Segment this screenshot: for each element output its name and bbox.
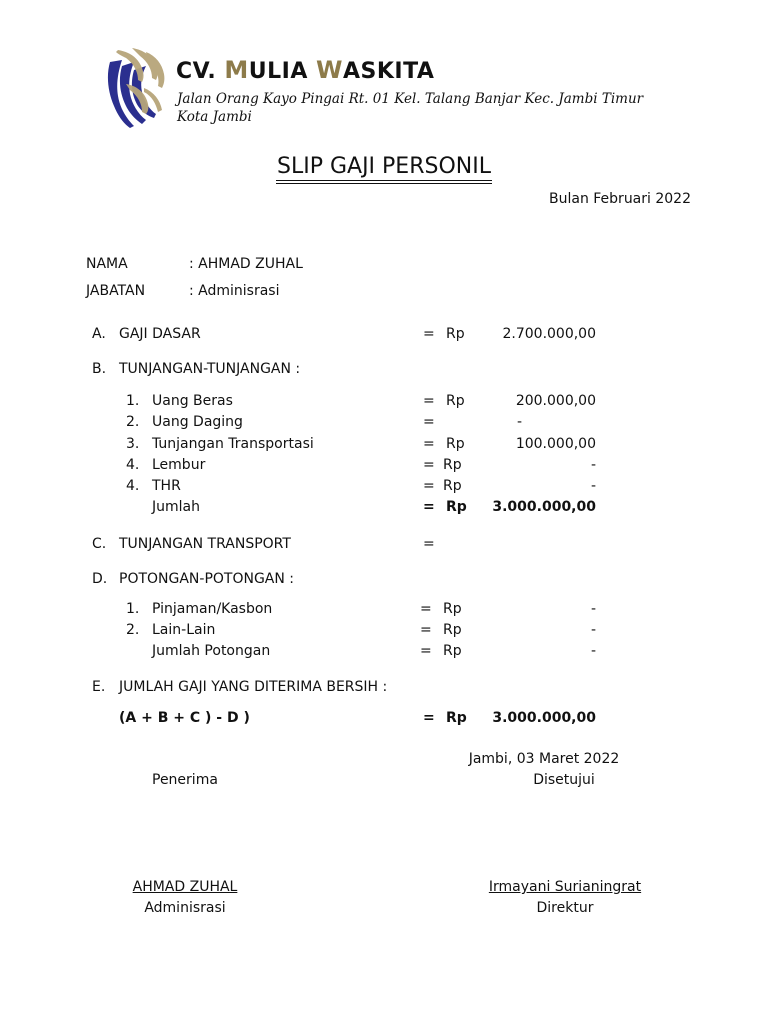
allowance-amount: - (590, 457, 596, 473)
deduction-total-amount: - (590, 643, 596, 659)
company-word-ulia: ULIA (248, 59, 317, 84)
allowance-num: 4. (126, 457, 140, 473)
deduction-eq: = (420, 622, 432, 638)
deduction-amount: - (590, 622, 596, 638)
net-formula: (A + B + C ) - D ) (119, 710, 250, 726)
deduction-num: 2. (126, 622, 140, 638)
deduction-total-label: Jumlah Potongan (152, 643, 271, 659)
allowance-amount: 200.000,00 (515, 393, 596, 409)
period-text: Bulan Februari 2022 (549, 191, 691, 207)
section-c-eq: = (423, 536, 435, 552)
company-initial-m: M (224, 56, 249, 84)
deduction-amount: - (590, 601, 596, 617)
company-logo (104, 48, 166, 130)
deduction-currency: Rp (443, 601, 462, 617)
name-value: : AHMAD ZUHAL (189, 256, 303, 272)
section-b-letter: B. (92, 361, 107, 377)
allowance-label: Tunjangan Transportasi (152, 436, 314, 452)
net-currency: Rp (446, 710, 467, 726)
deduction-total-eq: = (420, 643, 432, 659)
place-date: Jambi, 03 Maret 2022 (468, 751, 620, 767)
allowance-amount: - (517, 414, 523, 430)
receiver-name: AHMAD ZUHAL (132, 879, 238, 895)
allowance-total-eq: = (423, 499, 435, 515)
section-a-currency: Rp (446, 326, 465, 342)
receiver-label: Penerima (152, 772, 218, 788)
company-address-line2: Kota Jambi (177, 109, 252, 125)
section-b-label: TUNJANGAN-TUNJANGAN : (119, 361, 301, 377)
deduction-eq: = (420, 601, 432, 617)
section-e-letter: E. (92, 679, 106, 695)
allowance-total-currency: Rp (446, 499, 467, 515)
allowance-num: 1. (126, 393, 140, 409)
allowance-num: 4. (126, 478, 140, 494)
receiver-role: Adminisrasi (144, 900, 226, 916)
approver-role: Direktur (536, 900, 594, 916)
allowance-currency: Rp (443, 457, 462, 473)
allowance-currency: Rp (443, 478, 462, 494)
deduction-label: Pinjaman/Kasbon (152, 601, 273, 617)
approver-name: Irmayani Surianingrat (488, 879, 642, 895)
allowance-eq: = (423, 436, 435, 452)
company-word-askita: ASKITA (343, 59, 435, 84)
allowance-eq: = (423, 414, 435, 430)
slip-title-wrapper (0, 154, 768, 184)
section-a-letter: A. (92, 326, 106, 342)
section-c-label: TUNJANGAN TRANSPORT (119, 536, 291, 552)
allowance-label: Uang Beras (152, 393, 233, 409)
allowance-total-amount: 3.000.000,00 (492, 499, 596, 515)
deduction-currency: Rp (443, 622, 462, 638)
allowance-eq: = (423, 478, 435, 494)
section-e-label: JUMLAH GAJI YANG DITERIMA BERSIH : (119, 679, 388, 695)
allowance-amount: - (590, 478, 596, 494)
company-name (176, 56, 434, 84)
company-prefix: CV. (176, 59, 225, 84)
company-address-line1: Jalan Orang Kayo Pingai Rt. 01 Kel. Talang Banjar Kec. Jambi Timur (177, 91, 644, 107)
name-label: NAMA (86, 256, 128, 272)
allowance-total-label: Jumlah (152, 499, 200, 515)
allowance-label: THR (152, 478, 181, 494)
net-amount: 3.000.000,00 (492, 710, 596, 726)
allowance-currency: Rp (446, 393, 465, 409)
section-d-letter: D. (92, 571, 108, 587)
deduction-label: Lain-Lain (152, 622, 216, 638)
net-eq: = (423, 710, 435, 726)
allowance-amount: 100.000,00 (515, 436, 596, 452)
section-c-letter: C. (92, 536, 107, 552)
company-initial-w: W (316, 56, 343, 84)
deduction-num: 1. (126, 601, 140, 617)
allowance-eq: = (423, 393, 435, 409)
allowance-label: Lembur (152, 457, 206, 473)
allowance-num: 2. (126, 414, 140, 430)
allowance-num: 3. (126, 436, 140, 452)
allowance-eq: = (423, 457, 435, 473)
section-a-amount: 2.700.000,00 (502, 326, 596, 342)
section-d-label: POTONGAN-POTONGAN : (119, 571, 295, 587)
position-value: : Adminisrasi (189, 283, 280, 299)
approver-label: Disetujui (533, 772, 595, 788)
allowance-currency: Rp (446, 436, 465, 452)
slip-title: SLIP GAJI PERSONIL (276, 154, 492, 184)
deduction-total-currency: Rp (443, 643, 462, 659)
section-a-eq: = (423, 326, 435, 342)
position-label: JABATAN (86, 283, 146, 299)
allowance-label: Uang Daging (152, 414, 243, 430)
section-a-label: GAJI DASAR (119, 326, 201, 342)
